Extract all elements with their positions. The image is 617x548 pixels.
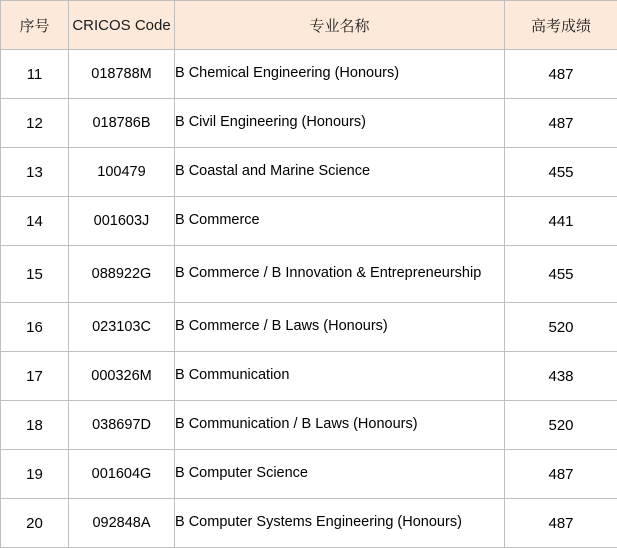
cell-major-name: B Commerce / B Laws (Honours) xyxy=(175,303,505,352)
cell-major-name: B Commerce / B Innovation & Entrepreneurship xyxy=(175,246,505,303)
cell-index: 13 xyxy=(1,148,69,197)
cell-cricos-code: 023103C xyxy=(69,303,175,352)
cell-gaokao-score: 441 xyxy=(505,197,617,246)
table-row xyxy=(1,450,617,499)
cell-major-name: B Coastal and Marine Science xyxy=(175,148,505,197)
table-header-row xyxy=(1,1,617,50)
cell-major-name: B Commerce xyxy=(175,197,505,246)
cell-gaokao-score: 487 xyxy=(505,499,617,548)
table-row xyxy=(1,99,617,148)
cell-index: 14 xyxy=(1,197,69,246)
table-row xyxy=(1,352,617,401)
table-row xyxy=(1,50,617,99)
cell-cricos-code: 018788M xyxy=(69,50,175,99)
cell-index: 15 xyxy=(1,246,69,303)
cell-index: 18 xyxy=(1,401,69,450)
cell-major-name: B Computer Science xyxy=(175,450,505,499)
table-row xyxy=(1,401,617,450)
cell-index: 19 xyxy=(1,450,69,499)
cell-gaokao-score: 438 xyxy=(505,352,617,401)
cell-cricos-code: 018786B xyxy=(69,99,175,148)
cell-gaokao-score: 487 xyxy=(505,450,617,499)
table-row xyxy=(1,499,617,548)
table-header xyxy=(1,1,617,50)
cell-cricos-code: 092848A xyxy=(69,499,175,548)
column-header-index: 序号 xyxy=(1,1,69,50)
cell-cricos-code: 100479 xyxy=(69,148,175,197)
cell-cricos-code: 000326M xyxy=(69,352,175,401)
cell-major-name: B Computer Systems Engineering (Honours) xyxy=(175,499,505,548)
cell-index: 11 xyxy=(1,50,69,99)
cell-cricos-code: 001604G xyxy=(69,450,175,499)
cell-index: 20 xyxy=(1,499,69,548)
cell-index: 16 xyxy=(1,303,69,352)
table-body xyxy=(1,50,617,548)
table-row xyxy=(1,148,617,197)
cell-cricos-code: 088922G xyxy=(69,246,175,303)
column-header-gaokao-score: 高考成绩 xyxy=(505,1,617,50)
cell-index: 17 xyxy=(1,352,69,401)
table-row xyxy=(1,303,617,352)
column-header-cricos-code: CRICOS Code xyxy=(69,1,175,50)
cell-major-name: B Civil Engineering (Honours) xyxy=(175,99,505,148)
cell-gaokao-score: 455 xyxy=(505,246,617,303)
cell-gaokao-score: 520 xyxy=(505,401,617,450)
cell-index: 12 xyxy=(1,99,69,148)
cell-cricos-code: 038697D xyxy=(69,401,175,450)
cell-gaokao-score: 455 xyxy=(505,148,617,197)
table-row xyxy=(1,246,617,303)
cell-gaokao-score: 487 xyxy=(505,50,617,99)
column-header-major-name: 专业名称 xyxy=(175,1,505,50)
cell-major-name: B Communication xyxy=(175,352,505,401)
cell-major-name: B Communication / B Laws (Honours) xyxy=(175,401,505,450)
cell-major-name: B Chemical Engineering (Honours) xyxy=(175,50,505,99)
cell-gaokao-score: 487 xyxy=(505,99,617,148)
table-row xyxy=(1,197,617,246)
cell-gaokao-score: 520 xyxy=(505,303,617,352)
cell-cricos-code: 001603J xyxy=(69,197,175,246)
